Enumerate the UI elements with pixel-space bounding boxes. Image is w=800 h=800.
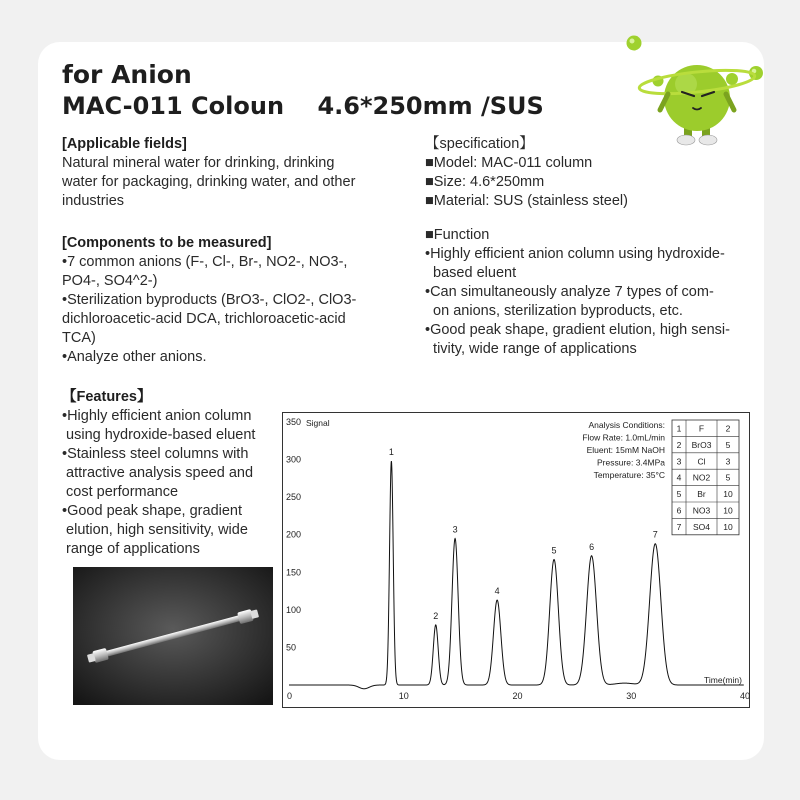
x-tick-label: 0 [287, 691, 293, 701]
ion-table-number: 5 [676, 489, 682, 500]
components-line: dichloroacetic-acid DCA, trichloroacetic-acid [62, 311, 346, 327]
ion-table-ion: NO2 [692, 472, 711, 483]
ion-table-number: 2 [676, 439, 682, 450]
function-section [425, 226, 765, 359]
product-column-photo [73, 567, 273, 705]
analysis-condition: Flow Rate: 1.0mL/min [582, 432, 665, 443]
components-line: TCA) [62, 330, 96, 346]
peak-label: 3 [452, 524, 458, 535]
y-tick-label: 300 [286, 454, 302, 465]
features-line: elution, high sensitivity, wide [62, 522, 248, 538]
features-line: •Highly efficient anion column [62, 408, 252, 424]
components-line: •Sterilization byproducts (BrO3-, ClO2-, ClO3- [62, 292, 357, 308]
ion-table-number: 6 [676, 505, 682, 516]
specification-line: ■Material: SUS (stainless steel) [425, 193, 628, 209]
ion-table-number: 1 [676, 423, 682, 434]
components-section [62, 234, 402, 367]
applicable-line: industries [62, 193, 125, 209]
ion-table-ion: Br [697, 489, 706, 500]
specification-heading: 【specification】 [425, 136, 534, 152]
components-line: •7 common anions (F-, Cl-, Br-, NO2-, NO3-, [62, 254, 348, 270]
peak-label: 6 [589, 541, 595, 552]
y-axis-label: Signal [306, 418, 330, 428]
y-tick-label: 350 [286, 417, 302, 427]
mascot-icon [622, 30, 772, 150]
title-line-2: MAC-011 Coloun 4.6*250mm /SUS [62, 92, 544, 120]
analysis-condition: Analysis Conditions: [588, 420, 665, 430]
ion-table-value: 5 [725, 472, 731, 483]
peak-label: 2 [433, 610, 439, 621]
x-tick-label: 30 [626, 691, 637, 701]
features-line: •Good peak shape, gradient [62, 503, 243, 519]
ion-table-ion: BrO3 [691, 439, 712, 450]
function-line: •Highly efficient anion column using hydroxide- [425, 246, 725, 262]
ion-table-ion: NO3 [692, 505, 711, 516]
ion-table-ion: SO4 [692, 521, 711, 532]
analysis-condition: Pressure: 3.4MPa [596, 457, 665, 468]
ion-table-value: 10 [723, 489, 733, 500]
components-line: PO4-, SO4^2-) [62, 273, 158, 289]
ion-table-value: 2 [725, 423, 731, 434]
components-line: •Analyze other anions. [62, 349, 207, 365]
features-line: using hydroxide-based eluent [62, 427, 256, 443]
x-tick-label: 10 [398, 691, 409, 701]
x-tick-label: 20 [512, 691, 523, 701]
ion-table-value: 3 [725, 456, 731, 467]
features-heading: 【Features】 [62, 389, 152, 405]
features-section [62, 388, 282, 559]
features-line: range of applications [62, 541, 200, 557]
peak-label: 1 [388, 447, 394, 458]
y-tick-label: 150 [286, 567, 302, 578]
features-line: attractive analysis speed and [62, 465, 254, 481]
y-tick-label: 50 [286, 642, 297, 653]
x-tick-label: 40 [740, 691, 750, 701]
x-axis-label: Time(min) [704, 675, 742, 685]
ion-table-number: 7 [676, 521, 682, 532]
ion-table-number: 4 [676, 472, 682, 483]
peak-label: 5 [551, 545, 557, 556]
y-tick-label: 200 [286, 529, 302, 540]
chromatogram-chart [282, 412, 750, 708]
specification-section [425, 135, 765, 211]
specification-line: ■Size: 4.6*250mm [425, 174, 545, 190]
ion-table-ion: Cl [697, 456, 706, 467]
function-line: •Can simultaneously analyze 7 types of com- [425, 284, 714, 300]
function-line: tivity, wide range of applications [425, 341, 637, 357]
y-tick-label: 100 [286, 604, 302, 615]
analysis-condition: Temperature: 35°C [593, 470, 665, 480]
function-line: on anions, sterilization byproducts, etc. [425, 303, 683, 319]
features-line: •Stainless steel columns with [62, 446, 249, 462]
ion-table-ion: F [698, 423, 705, 434]
applicable-line: Natural mineral water for drinking, drinking [62, 155, 335, 171]
function-line: •Good peak shape, gradient elution, high sensi- [425, 322, 730, 338]
applicable-fields-section [62, 135, 402, 211]
components-heading: [Components to be measured] [62, 235, 272, 251]
analysis-condition: Eluent: 15mM NaOH [586, 445, 665, 455]
peak-label: 4 [494, 586, 500, 597]
ion-table-number: 3 [676, 456, 682, 467]
title-line-1: for Anion [62, 60, 192, 89]
ion-table-value: 10 [723, 505, 733, 516]
y-tick-label: 250 [286, 492, 302, 503]
ion-table-value: 10 [723, 521, 733, 532]
function-line: based eluent [425, 265, 517, 281]
ion-table-value: 5 [725, 439, 731, 450]
peak-label: 7 [652, 529, 658, 540]
function-heading: ■Function [425, 227, 490, 243]
applicable-line: water for packaging, drinking water, and other [62, 174, 356, 190]
applicable-fields-heading: [Applicable fields] [62, 136, 187, 152]
specification-line: ■Model: MAC-011 column [425, 155, 593, 171]
features-line: cost performance [62, 484, 179, 500]
